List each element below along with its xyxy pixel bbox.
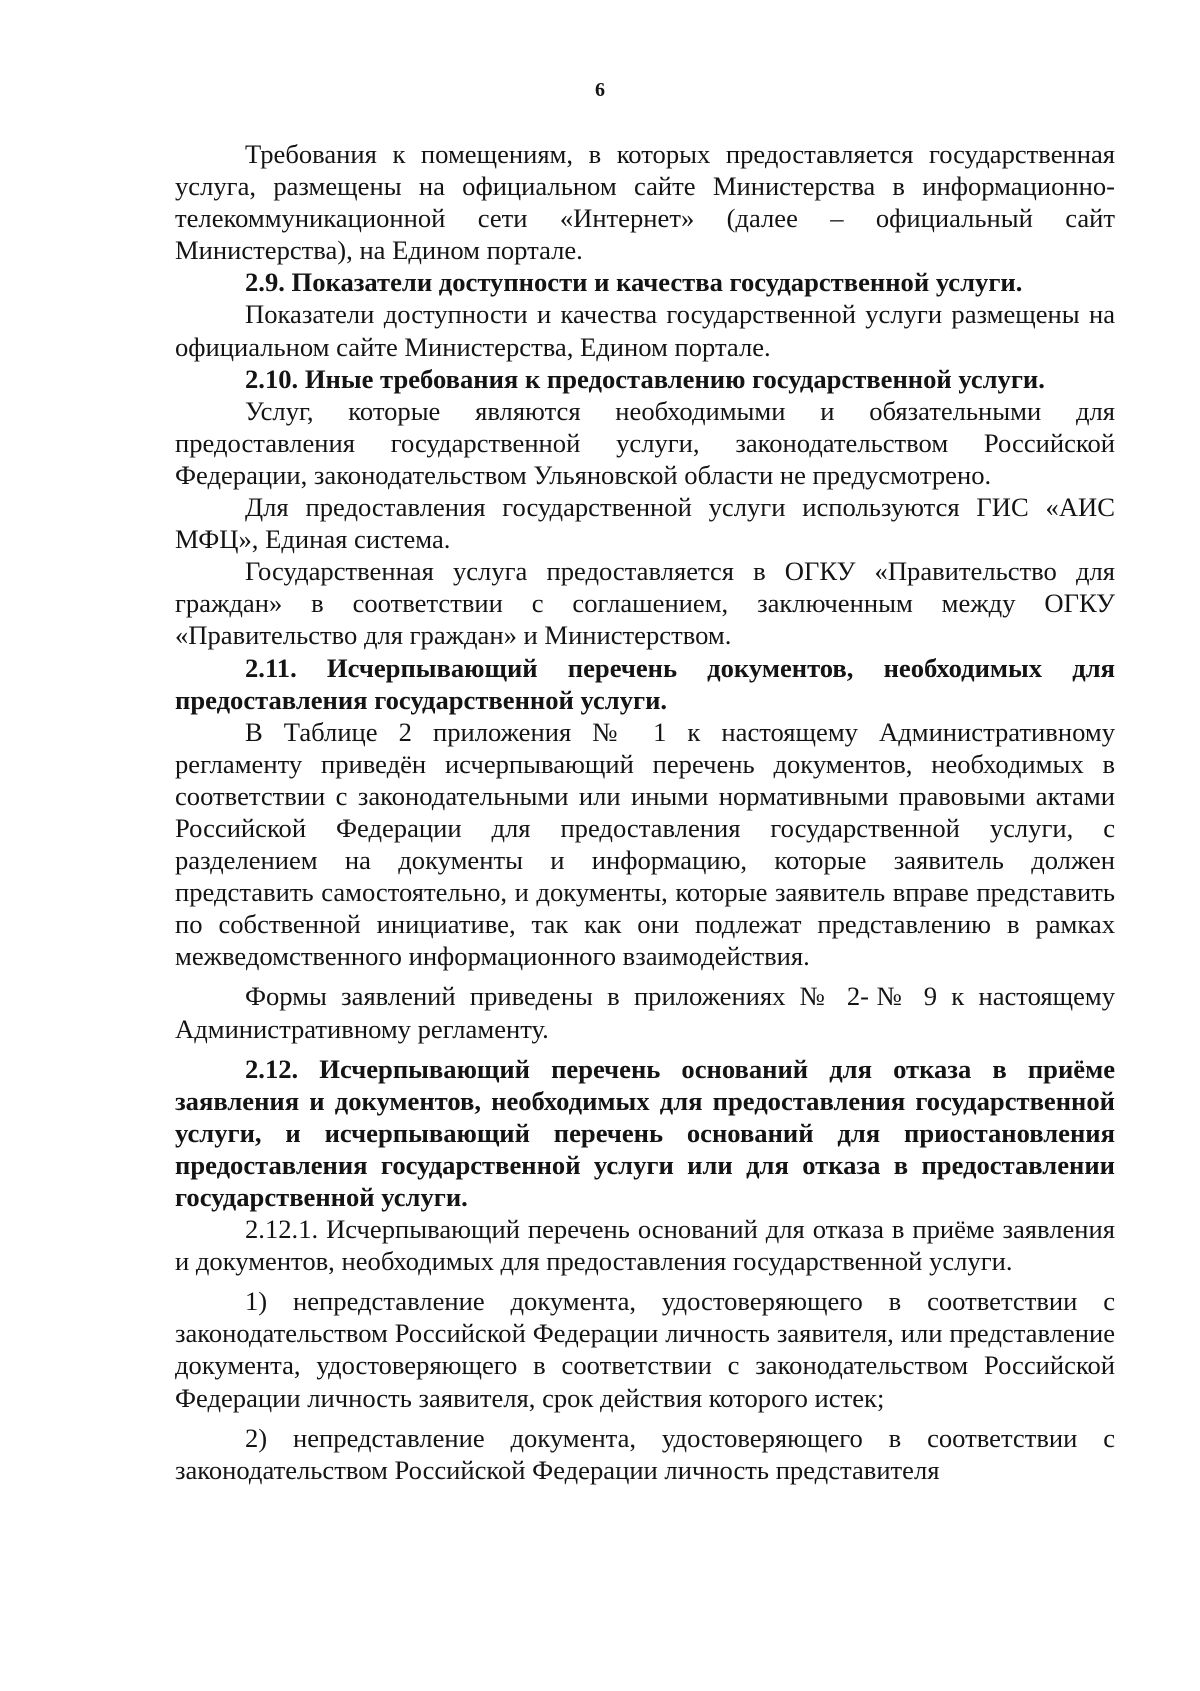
paragraph-ogku-agreement: Государственная услуга предоставляется в ОГКУ «Правительство для граждан» в соответствии с соглашением, заключенным между ОГКУ «Правительство для граждан» и Министерством. bbox=[175, 556, 1115, 651]
paragraph-accessibility-indicators: Показатели доступности и качества государственной услуги размещены на официальном сайте Министерства, Едином портале. bbox=[175, 299, 1115, 362]
document-body bbox=[175, 138, 1115, 1486]
paragraph-necessary-services: Услуг, которые являются необходимыми и обязательными для предоставления государственной услуги, законодательством Российской Федерации, законодательством Ульяновской области не предусмотрено. bbox=[175, 395, 1115, 490]
list-item-2-representative-document: 2) непредставление документа, удостоверяющего в соответствии с законодательством Российской Федерации личность представителя bbox=[175, 1422, 1115, 1485]
heading-2-9-accessibility-indicators: 2.9. Показатели доступности и качества государственной услуги. bbox=[245, 267, 1023, 298]
paragraph-table-2-documents: В Таблице 2 приложения № 1 к настоящему Административному регламенту приведён исчерпывающий перечень документов, необходимых в соответствии с законодательными или иными нормативными правовыми актами Российской Федерации для предоставления государственной услуги, с разделением на документы и информацию, которые заявитель должен представить самостоятельно, и документы, которые заявитель вправе представить по собственной инициативе, так как они подлежат представлению в рамках межведомственного информационного взаимодействия. bbox=[175, 716, 1115, 972]
heading-2-11-documents-list: 2.11. Исчерпывающий перечень документов, необходимых для предоставления государственной услуги. bbox=[175, 652, 1115, 715]
paragraph-2-12-1-refusal-grounds: 2.12.1. Исчерпывающий перечень оснований для отказа в приёме заявления и документов, необходимых для предоставления государственной услуги. bbox=[175, 1214, 1115, 1277]
paragraph-application-forms: Формы заявлений приведены в приложениях № 2-№ 9 к настоящему Административному регламенту. bbox=[175, 981, 1115, 1044]
heading-2-12-refusal-grounds: 2.12. Исчерпывающий перечень оснований для отказа в приёме заявления и документов, необходимых для предоставления государственной услуги, и исчерпывающий перечень оснований для приостановления предоставления государственной услуги или для отказа в предоставлении государственной услуги. bbox=[175, 1053, 1115, 1212]
list-item-1-identity-document: 1) непредставление документа, удостоверяющего в соответствии с законодательством Российской Федерации личность заявителя, или представление документа, удостоверяющего в соответствии с законодательством Российской Федерации личность заявителя, срок действия которого истек; bbox=[175, 1286, 1115, 1413]
page-number: 6 bbox=[595, 79, 605, 101]
paragraph-premises-requirements: Требования к помещениям, в которых предоставляется государственная услуга, размещены на официальном сайте Министерства в информационно-телекоммуникационной сети «Интернет» (далее – официальный сайт Министерства), на Едином портале. bbox=[175, 139, 1115, 266]
paragraph-information-systems: Для предоставления государственной услуги используются ГИС «АИС МФЦ», Единая система. bbox=[175, 492, 1115, 555]
heading-2-10-other-requirements: 2.10. Иные требования к предоставлению государственной услуги. bbox=[245, 363, 1045, 394]
